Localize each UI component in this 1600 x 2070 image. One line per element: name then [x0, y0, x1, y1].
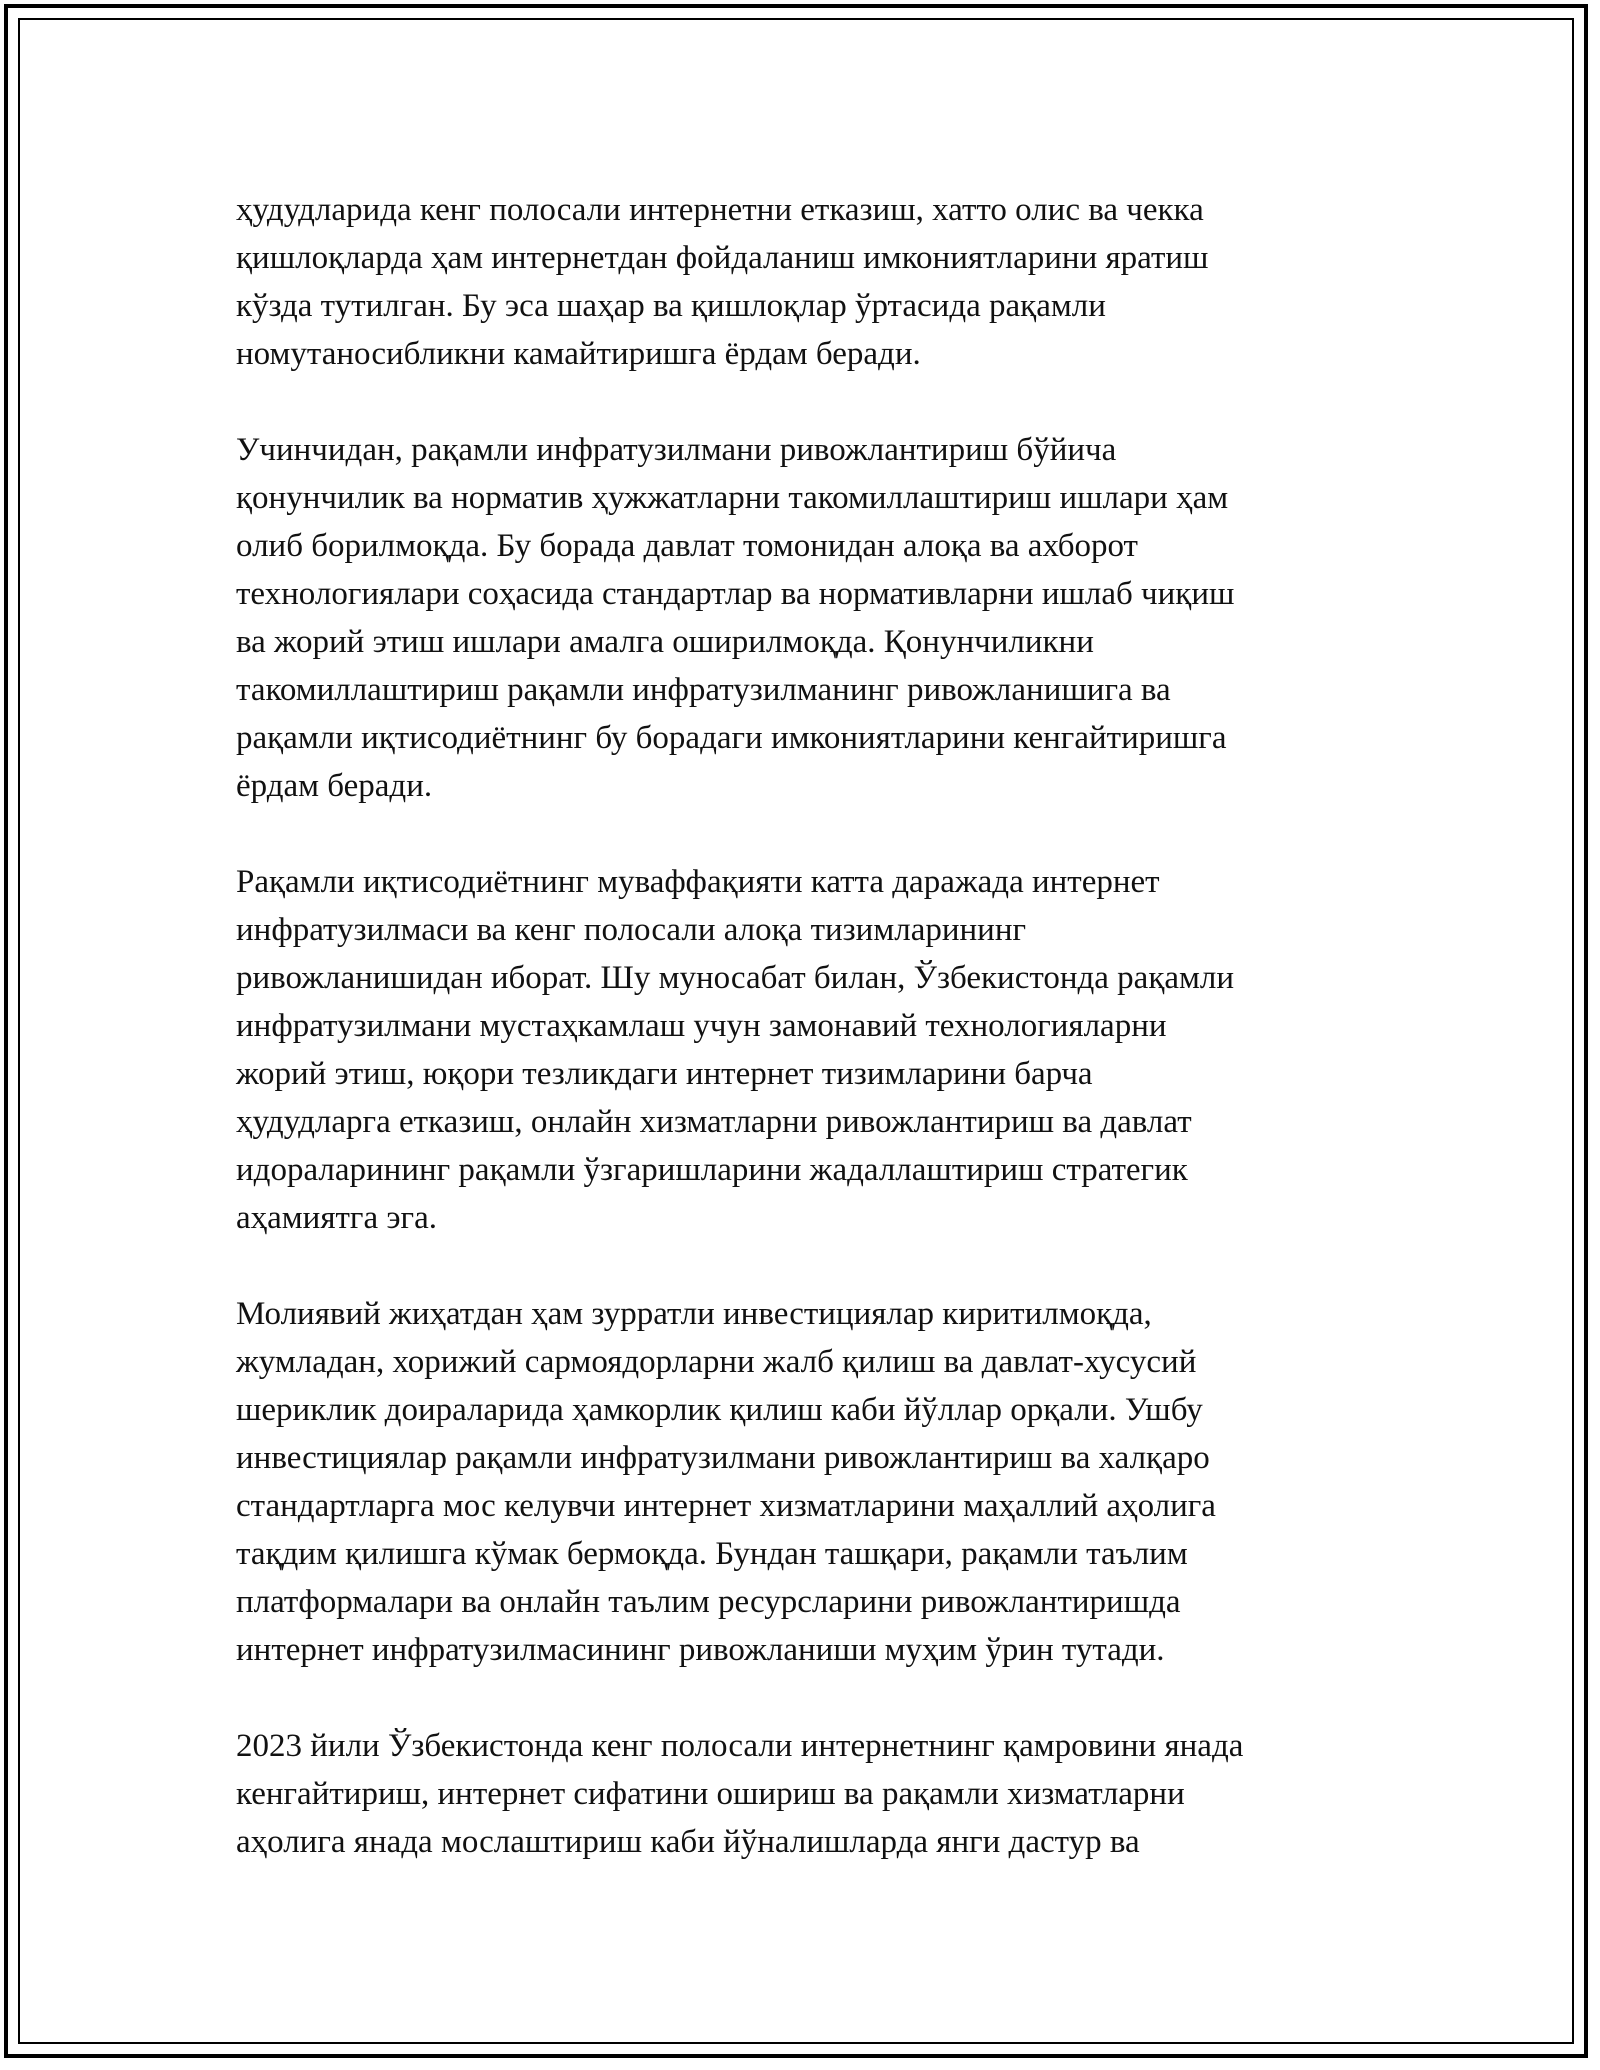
text-line: Молиявий жиҳатдан ҳам зурратли инвестициялар киритилмоқда,: [236, 1296, 1152, 1332]
text-line: кенгайтириш, интернет сифатини ошириш ва рақамли хизматларни: [236, 1776, 1185, 1812]
text-line: ёрдам беради.: [236, 768, 433, 804]
text-line: шериклик доираларида ҳамкорлик қилиш каби йўллар орқали. Ушбу: [236, 1392, 1203, 1428]
text-line: 2023 йили Ўзбекистонда кенг полосали интернетнинг қамровини янада: [236, 1728, 1244, 1764]
text-line: жорий этиш, юқори тезликдаги интернет тизимларини барча: [236, 1056, 1093, 1092]
text-line: рақамли иқтисодиётнинг бу борадаги имкониятларини кенгайтиришга: [236, 720, 1227, 756]
text-line: ҳудудларида кенг полосали интернетни етказиш, хатто олис ва чекка: [236, 192, 1204, 228]
paragraph-1: [236, 186, 1386, 378]
text-line: ҳудудларга етказиш, онлайн хизматларни ривожлантириш ва давлат: [236, 1104, 1192, 1140]
text-line: олиб борилмоқда. Бу борада давлат томонидан алоқа ва ахборот: [236, 528, 1138, 564]
text-line: технологиялари соҳасида стандартлар ва нормативларни ишлаб чиқиш: [236, 576, 1235, 612]
text-line: инфратузилмани мустаҳкамлаш учун замонавий технологияларни: [236, 1008, 1167, 1044]
text-line: интернет инфратузилмасининг ривожланиши муҳим ўрин тутади.: [236, 1632, 1165, 1668]
paragraph-5: [236, 1722, 1386, 1866]
text-line: идораларининг рақамли ўзгаришларини жадаллаштириш стратегик: [236, 1152, 1188, 1188]
text-line: аҳолига янада мослаштириш каби йўналишларда янги дастур ва: [236, 1824, 1140, 1860]
text-line: ва жорий этиш ишлари амалга оширилмоқда. Қонунчиликни: [236, 624, 1094, 660]
text-line: платформалари ва онлайн таълим ресурсларини ривожлантиришда: [236, 1584, 1181, 1620]
text-line: такомиллаштириш рақамли инфратузилманинг ривожланишига ва: [236, 672, 1171, 708]
text-line: инфратузилмаси ва кенг полосали алоқа тизимларининг: [236, 912, 1027, 948]
text-line: Рақамли иқтисодиётнинг муваффақияти катта даражада интернет: [236, 864, 1160, 900]
text-line: ривожланишидан иборат. Шу муносабат билан, Ўзбекистонда рақамли: [236, 960, 1235, 996]
paragraph-2: [236, 426, 1386, 810]
document-body: [236, 186, 1386, 1914]
text-line: стандартларга мос келувчи интернет хизматларини маҳаллий аҳолига: [236, 1488, 1216, 1524]
text-line: қишлоқларда ҳам интернетдан фойдаланиш имкониятларини яратиш: [236, 240, 1209, 276]
text-line: қонунчилик ва норматив ҳужжатларни такомиллаштириш ишлари ҳам: [236, 480, 1229, 516]
text-line: Учинчидан, рақамли инфратузилмани ривожлантириш бўйича: [236, 432, 1117, 468]
text-line: жумладан, хорижий сармоядорларни жалб қилиш ва давлат-хусусий: [236, 1344, 1197, 1380]
text-line: номутаносибликни камайтиришга ёрдам беради.: [236, 336, 921, 372]
text-line: кўзда тутилган. Бу эса шаҳар ва қишлоқлар ўртасида рақамли: [236, 288, 1106, 324]
paragraph-4: [236, 1290, 1386, 1674]
text-line: аҳамиятга эга.: [236, 1200, 437, 1236]
text-line: инвестициялар рақамли инфратузилмани ривожлантириш ва халқаро: [236, 1440, 1210, 1476]
paragraph-3: [236, 858, 1386, 1242]
text-line: тақдим қилишга кўмак бермоқда. Бундан ташқари, рақамли таълим: [236, 1536, 1188, 1572]
